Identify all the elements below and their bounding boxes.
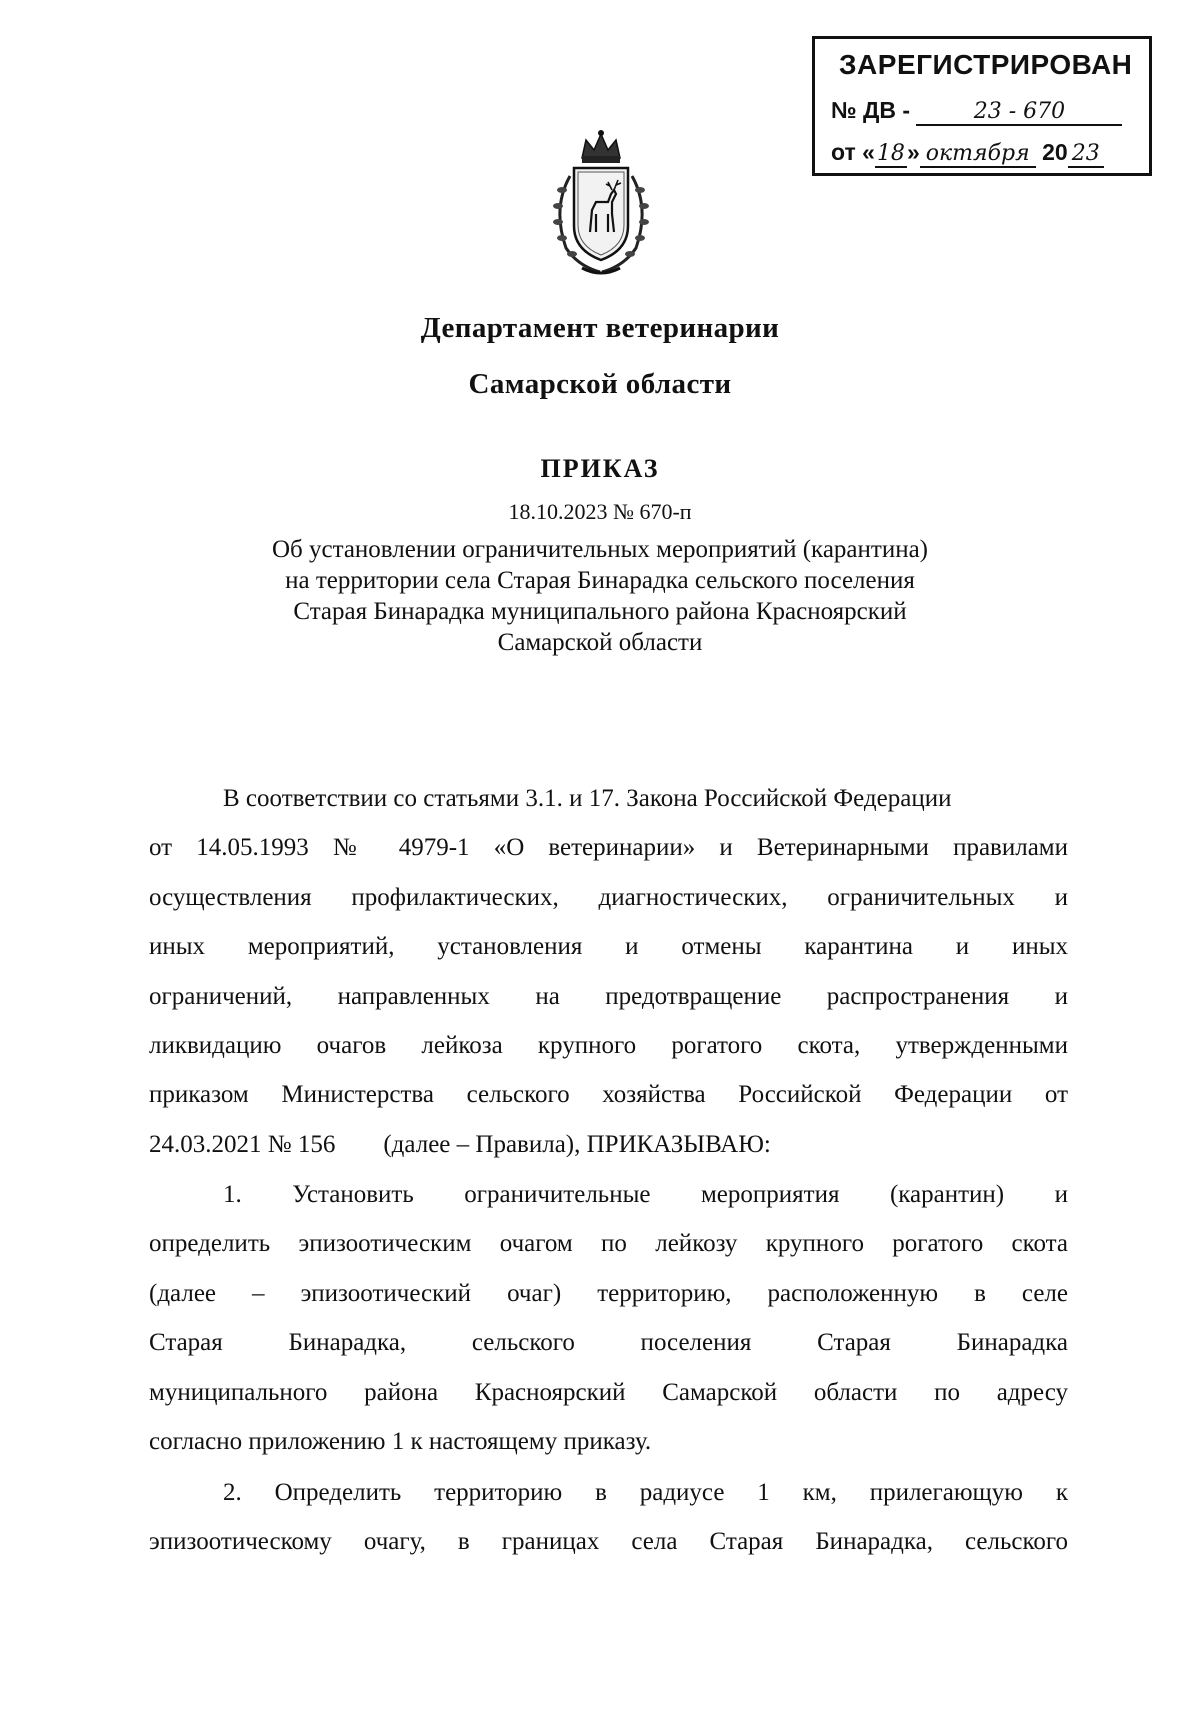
department-name-line1: Департамент ветеринарии [420,312,780,344]
item-2-paragraph [149,1468,1068,1567]
samara-coat-of-arms-icon [538,128,664,278]
body-line: 2. Определить территорию в радиусе 1 км, прилегающую к [223,1479,1068,1506]
order-ref: 24.03.2021 № 156 [149,1130,336,1158]
stamp-date-month: октября [920,141,1036,168]
order-title: ПРИКАЗ [540,454,660,483]
registration-stamp [812,36,1152,176]
body-line: осуществления профилактических, диагностических, ограничительных и [149,883,1068,911]
body-line: ограничений, направленных на предотвращение распространения и [149,982,1068,1010]
body-line: согласно приложению 1 к настоящему приказу. [149,1427,652,1455]
body-line: (далее – эпизоотический очаг) территорию, расположенную в селе [149,1279,1068,1307]
preamble-paragraph [149,774,1068,1169]
stamp-date-row [831,139,1104,168]
order-subject [0,534,1200,658]
body-line: В соответствии со статьями 3.1. и 17. Закона Российской Федерации [223,785,952,812]
stamp-title: ЗАРЕГИСТРИРОВАН [839,49,1133,80]
body-line: иных мероприятий, установления и отмены карантина и иных [149,933,1068,961]
stamp-number-row [831,97,1122,126]
body-line [149,1120,1068,1169]
subject-line: Самарской области [497,629,703,656]
body-line: определить эпизоотическим очагом по лейкозу крупного рогатого скота [149,1230,1068,1258]
order-directive: (далее – Правила), ПРИКАЗЫВАЮ: [383,1130,771,1158]
stamp-date-mid: » [906,139,920,165]
stamp-date-prefix: от « [831,139,875,165]
body-line: муниципального района Красноярский Самарской области по адресу [149,1378,1068,1406]
body-line: от 14.05.1993 № 4979-1 «О ветеринарии» и Ветеринарными правилами [149,834,1068,862]
stamp-number-value: 23 - 670 [916,99,1122,126]
stamp-number-prefix: № ДВ - [831,97,911,123]
body-line: ликвидацию очагов лейкоза крупного рогатого скота, утвержденными [149,1031,1068,1059]
body-line: эпизоотическому очагу, в границах села Старая Бинарадка, сельского [149,1528,1068,1556]
department-name-line2: Самарской области [468,368,732,400]
body-line: 1. Установить ограничительные мероприятия (карантин) и [223,1181,1068,1208]
stamp-date-year-suffix: 23 [1068,141,1104,168]
stamp-date-day: 18 [876,141,905,166]
subject-line: Старая Бинарадка муниципального района Красноярский [293,598,907,625]
body-line: Старая Бинарадка, сельского поселения Старая Бинарадка [149,1329,1068,1357]
subject-line: Об установлении ограничительных мероприятий (карантина) [271,536,929,563]
body-line: приказом Министерства сельского хозяйства Российской Федерации от [149,1081,1068,1109]
item-1-paragraph [149,1170,1068,1466]
stamp-date-year-prefix: 20 [1042,139,1068,165]
subject-line: на территории села Старая Бинарадка сельского поселения [285,567,915,594]
order-number: 18.10.2023 № 670-п [508,499,692,524]
